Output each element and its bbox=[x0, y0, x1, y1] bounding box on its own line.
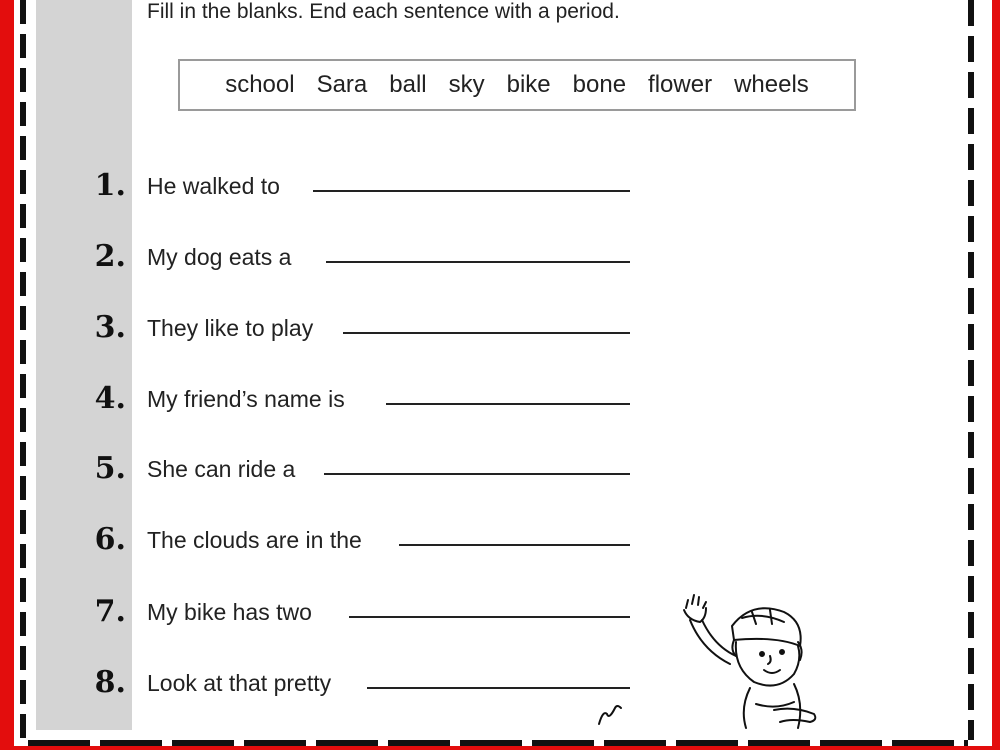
answer-blank[interactable] bbox=[313, 190, 630, 192]
question-prompt: My dog eats a bbox=[147, 244, 292, 270]
word-bank-word: school bbox=[225, 71, 295, 98]
dashed-border-right bbox=[968, 0, 974, 740]
answer-blank[interactable] bbox=[386, 403, 630, 405]
word-bank-word: bone bbox=[572, 71, 627, 98]
question-prompt: He walked to bbox=[147, 173, 280, 199]
question-prompt: She can ride a bbox=[147, 456, 296, 482]
question-prompt: Look at that pretty bbox=[147, 670, 332, 696]
question-2 bbox=[0, 239, 640, 279]
word-bank-word: sky bbox=[448, 71, 485, 98]
question-number: 6. bbox=[94, 522, 126, 557]
child-on-bike-with-helmet-icon bbox=[670, 592, 830, 732]
question-1 bbox=[0, 168, 640, 208]
question-5 bbox=[0, 451, 640, 491]
word-bank-word: wheels bbox=[734, 71, 809, 98]
word-bank-word: flower bbox=[648, 71, 713, 98]
word-bank-word: bike bbox=[506, 71, 551, 98]
question-4 bbox=[0, 381, 640, 421]
question-number: 3. bbox=[94, 310, 126, 345]
answer-blank[interactable] bbox=[367, 687, 630, 689]
question-8 bbox=[0, 665, 640, 705]
red-border-left bbox=[0, 0, 14, 750]
question-number: 2. bbox=[94, 239, 126, 274]
question-7 bbox=[0, 594, 640, 634]
decorative-squiggle-icon bbox=[595, 702, 625, 728]
word-bank-word: ball bbox=[389, 71, 427, 98]
answer-blank[interactable] bbox=[324, 473, 630, 475]
instructions-text: Fill in the blanks. End each sentence with a period. bbox=[147, 0, 620, 23]
question-prompt: My bike has two bbox=[147, 599, 312, 625]
question-6 bbox=[0, 522, 640, 562]
question-number: 7. bbox=[94, 594, 126, 629]
question-number: 1. bbox=[94, 168, 126, 203]
answer-blank[interactable] bbox=[343, 332, 630, 334]
word-bank-word: Sara bbox=[316, 71, 368, 98]
question-number: 8. bbox=[94, 665, 126, 700]
word-bank bbox=[178, 59, 856, 111]
question-number: 4. bbox=[94, 381, 126, 416]
red-border-right bbox=[992, 0, 1000, 750]
answer-blank[interactable] bbox=[326, 261, 630, 263]
question-number: 5. bbox=[94, 451, 126, 486]
question-prompt: The clouds are in the bbox=[147, 527, 362, 553]
answer-blank[interactable] bbox=[349, 616, 630, 618]
question-3 bbox=[0, 310, 640, 350]
question-prompt: They like to play bbox=[147, 315, 314, 341]
answer-blank[interactable] bbox=[399, 544, 630, 546]
red-border-bottom bbox=[0, 746, 1000, 750]
question-prompt: My friend’s name is bbox=[147, 386, 345, 412]
